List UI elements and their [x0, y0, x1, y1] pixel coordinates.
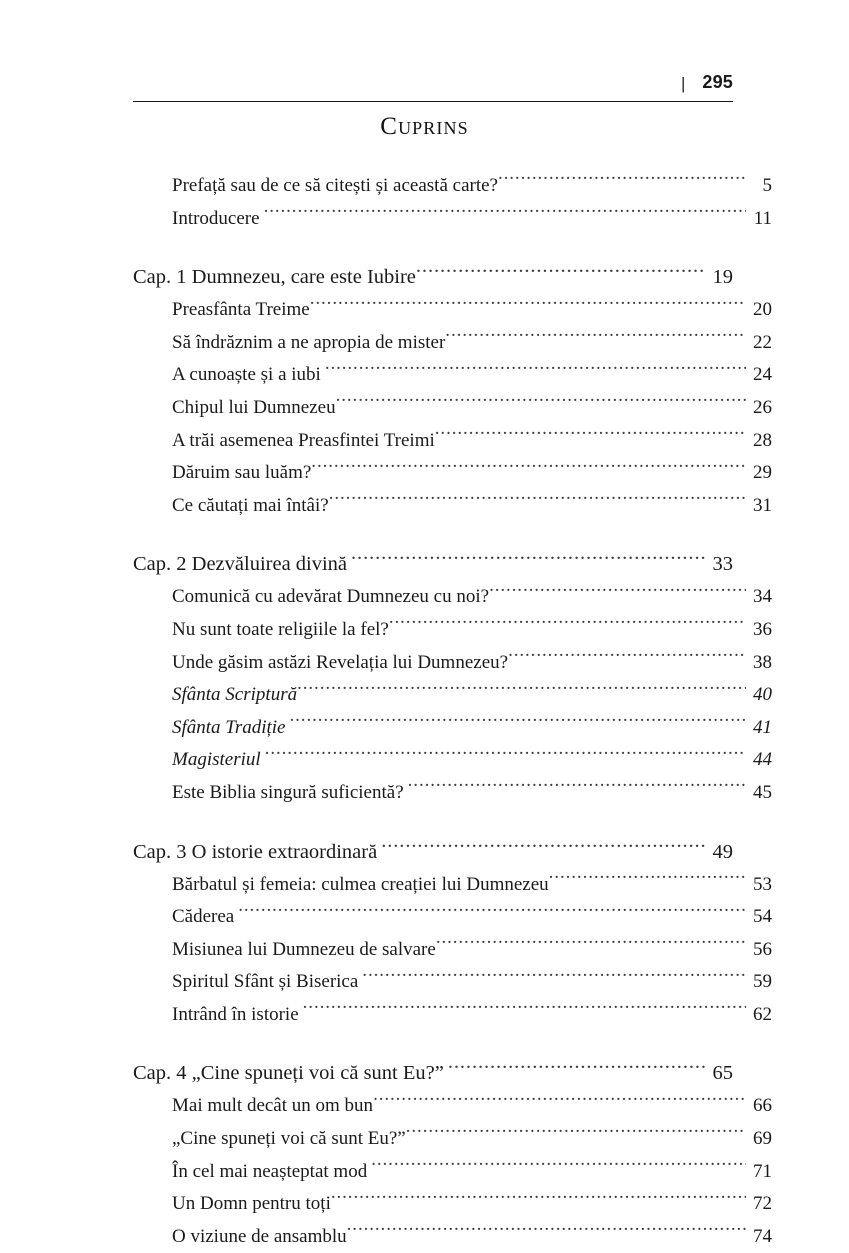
toc-sub-entry[interactable] — [133, 679, 772, 712]
toc-entry-page-number: 49 — [712, 840, 733, 863]
toc-leader-dots — [416, 263, 705, 284]
toc-entry-label: Introducere — [172, 207, 260, 229]
toc-sub-entry[interactable] — [133, 359, 772, 392]
toc-group — [133, 835, 772, 1032]
toc-entry-label: Cap. 2 Dezvăluirea divină — [133, 553, 348, 576]
toc-sub-entry[interactable] — [133, 934, 772, 967]
toc-sub-entry[interactable] — [133, 327, 772, 360]
toc-entry-label: Magisteriul — [172, 749, 261, 771]
toc-entry-label: Bărbatul și femeia: culmea creației lui Dumnezeu — [172, 873, 549, 895]
toc-entry-label: Mai mult decât un om bun — [172, 1095, 374, 1117]
toc-leader-dots — [489, 583, 746, 602]
toc-entry-label: Cap. 4 „Cine spuneți voi că sunt Eu?” — [133, 1062, 444, 1085]
toc-entry-page-number: 69 — [753, 1128, 772, 1150]
toc-leader-dots — [336, 394, 746, 413]
toc-leader-dots — [362, 968, 746, 987]
toc-sub-entry[interactable] — [133, 712, 772, 745]
toc-sub-entry[interactable] — [133, 1188, 772, 1221]
toc-entry-page-number: 53 — [753, 873, 772, 895]
toc-entry-page-number: 71 — [753, 1160, 772, 1182]
toc-entry-label: Prefață sau de ce să citești și această carte? — [172, 175, 498, 196]
toc-entry-label: Spiritul Sfânt și Biserica — [172, 971, 359, 993]
toc-leader-dots — [310, 296, 746, 315]
running-header — [133, 72, 733, 102]
toc-leader-dots — [351, 550, 705, 571]
toc-sub-entry[interactable] — [133, 1221, 772, 1253]
folio-separator: | — [680, 74, 686, 93]
toc-entry-page-number: 45 — [753, 781, 772, 803]
toc-leader-dots — [371, 1158, 746, 1177]
toc-entry-page-number: 19 — [712, 266, 733, 289]
toc-entry-label: Sfânta Scriptură — [172, 684, 298, 706]
toc-group — [133, 170, 772, 235]
toc-entry-page-number: 56 — [753, 938, 772, 960]
toc-entry-page-number: 62 — [753, 1003, 772, 1025]
toc-entry-page-number: 5 — [762, 175, 772, 196]
toc-entry-page-number: 54 — [753, 906, 772, 928]
toc-leader-dots — [445, 329, 746, 348]
toc-entry-page-number: 26 — [753, 396, 772, 418]
toc-sub-entry[interactable] — [133, 203, 772, 236]
toc-entry-page-number: 34 — [753, 586, 772, 608]
toc-entry-page-number: 33 — [712, 553, 733, 576]
table-of-contents — [133, 170, 772, 1253]
toc-sub-entry[interactable] — [133, 294, 772, 327]
toc-leader-dots — [238, 903, 746, 922]
toc-entry-page-number: 24 — [753, 364, 772, 386]
toc-entry-label: Intrând în istorie — [172, 1003, 299, 1025]
toc-entry-label: Nu sunt toate religiile la fel? — [172, 618, 389, 640]
toc-leader-dots — [436, 936, 746, 955]
toc-leader-dots — [549, 871, 746, 890]
toc-leader-dots — [408, 779, 746, 798]
toc-sub-entry[interactable] — [133, 490, 772, 523]
toc-entry-label: Preasfânta Treime — [172, 299, 310, 321]
toc-entry-label: Un Domn pentru toți — [172, 1193, 331, 1215]
toc-leader-dots — [290, 714, 747, 733]
toc-leader-dots — [508, 649, 746, 668]
toc-entry-label: Comunică cu adevărat Dumnezeu cu noi? — [172, 586, 490, 608]
toc-leader-dots — [265, 746, 746, 765]
toc-entry-page-number: 36 — [753, 618, 772, 640]
toc-sub-entry[interactable] — [133, 647, 772, 680]
header-divider — [133, 101, 733, 102]
toc-chapter-entry[interactable] — [133, 260, 733, 294]
toc-leader-dots — [498, 172, 746, 191]
toc-entry-page-number: 59 — [753, 971, 772, 993]
toc-entry-label: Chipul lui Dumnezeu — [172, 396, 336, 418]
toc-sub-entry[interactable] — [133, 901, 772, 934]
toc-entry-page-number: 66 — [753, 1095, 772, 1117]
toc-leader-dots — [329, 492, 746, 511]
toc-chapter-entry[interactable] — [133, 835, 733, 869]
toc-entry-label: Ce căutați mai întâi? — [172, 494, 329, 516]
toc-sub-entry[interactable] — [133, 170, 772, 203]
toc-leader-dots — [435, 427, 746, 446]
toc-entry-page-number: 29 — [753, 462, 772, 484]
toc-entry-label: „Cine spuneți voi că sunt Eu?” — [172, 1128, 406, 1150]
toc-entry-label: Să îndrăznim a ne apropia de mister — [172, 331, 446, 353]
toc-entry-label: Dăruim sau luăm? — [172, 462, 312, 484]
toc-sub-entry[interactable] — [133, 614, 772, 647]
toc-sub-entry[interactable] — [133, 581, 772, 614]
toc-entry-label: O viziune de ansamblu — [172, 1225, 347, 1247]
toc-leader-dots — [381, 837, 705, 858]
toc-leader-dots — [373, 1092, 746, 1111]
toc-sub-entry[interactable] — [133, 1090, 772, 1123]
toc-sub-entry[interactable] — [133, 425, 772, 458]
toc-entry-page-number: 74 — [753, 1225, 772, 1247]
toc-leader-dots — [389, 616, 746, 635]
toc-entry-page-number: 72 — [753, 1193, 772, 1215]
toc-entry-label: Cap. 3 O istorie extraordinară — [133, 840, 378, 863]
page-number: 295 — [702, 72, 733, 92]
toc-leader-dots — [325, 361, 746, 380]
toc-entry-page-number: 38 — [753, 651, 772, 673]
toc-entry-label: În cel mai neașteptat mod — [172, 1160, 368, 1182]
toc-leader-dots — [297, 681, 746, 700]
toc-entry-page-number: 40 — [753, 684, 772, 706]
toc-chapter-entry[interactable] — [133, 1056, 733, 1090]
toc-group — [133, 1056, 772, 1253]
toc-entry-page-number: 65 — [712, 1062, 733, 1085]
toc-sub-entry[interactable] — [133, 1156, 772, 1189]
toc-entry-label: Este Biblia singură suficientă? — [172, 781, 404, 803]
toc-sub-entry[interactable] — [133, 457, 772, 490]
toc-leader-dots — [347, 1223, 746, 1242]
toc-leader-dots — [264, 205, 746, 224]
toc-sub-entry[interactable] — [133, 777, 772, 810]
toc-entry-label: Căderea — [172, 906, 235, 928]
toc-sub-entry[interactable] — [133, 744, 772, 777]
toc-entry-label: Unde găsim astăzi Revelația lui Dumnezeu? — [172, 651, 509, 673]
page-title: Cuprins — [380, 113, 469, 140]
toc-entry-page-number: 20 — [753, 299, 772, 321]
toc-entry-page-number: 41 — [753, 716, 772, 738]
toc-leader-dots — [448, 1059, 705, 1080]
toc-sub-entry[interactable] — [133, 999, 772, 1032]
toc-leader-dots — [406, 1125, 746, 1144]
toc-entry-page-number: 28 — [753, 429, 772, 451]
toc-entry-label: Misiunea lui Dumnezeu de salvare — [172, 938, 436, 960]
toc-entry-page-number: 11 — [753, 207, 772, 229]
toc-chapter-entry[interactable] — [133, 547, 733, 581]
toc-group — [133, 547, 772, 809]
toc-entry-label: Cap. 1 Dumnezeu, care este Iubire — [133, 266, 416, 289]
toc-entry-label: A cunoaște și a iubi — [172, 364, 321, 386]
toc-entry-page-number: 31 — [753, 494, 772, 516]
toc-sub-entry[interactable] — [133, 1123, 772, 1156]
toc-sub-entry[interactable] — [133, 392, 772, 425]
toc-leader-dots — [311, 459, 746, 478]
toc-entry-page-number: 22 — [753, 331, 772, 353]
toc-sub-entry[interactable] — [133, 966, 772, 999]
toc-entry-label: A trăi asemenea Preasfintei Treimi — [172, 429, 435, 451]
toc-sub-entry[interactable] — [133, 869, 772, 902]
toc-entry-label: Sfânta Tradiție — [172, 716, 286, 738]
toc-group — [133, 260, 772, 522]
toc-leader-dots — [303, 1001, 746, 1020]
toc-entry-page-number: 44 — [753, 749, 772, 771]
